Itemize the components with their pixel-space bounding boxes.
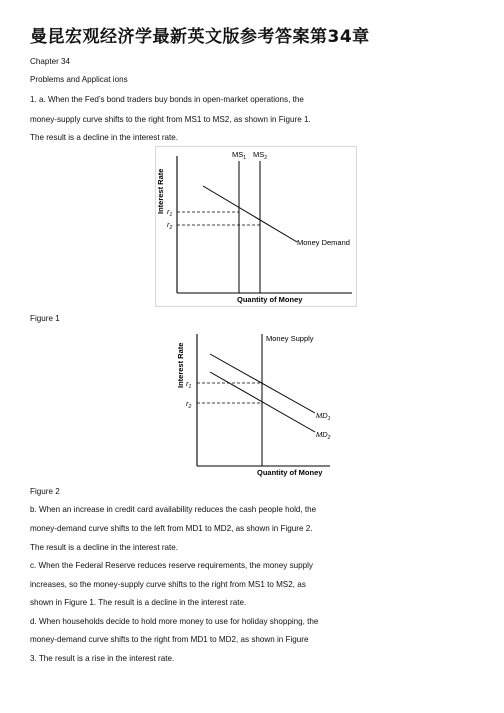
answer-c-line-3: shown in Figure 1. The result is a decline in the interest rate. [30, 598, 247, 607]
md1-label: $MD_1$ [316, 411, 331, 422]
page-title: 曼昆宏观经济学最新英文版参考答案第34章 [30, 27, 370, 47]
answer-a-line-2: money-supply curve shifts to the right from MS1 to MS2, as shown in Figure 1. [30, 115, 311, 124]
answer-c-line-1: c. When the Federal Reserve reduces reserve requirements, the money supply [30, 561, 313, 570]
answer-d-line-2: money-demand curve shifts to the right from MD1 to MD2, as shown in Figure [30, 635, 309, 644]
ms2-label: $MS_2$ [253, 150, 268, 161]
money-supply-label: Money Supply [266, 334, 314, 343]
figure-2 [175, 326, 335, 482]
answer-b-line-3: The result is a decline in the interest rate. [30, 543, 179, 552]
section-heading: Problems and Applicat ions [30, 75, 128, 84]
figure-1-x-label: Quantity of Money [237, 295, 303, 304]
figure-1-y-label: Interest Rate [156, 168, 165, 214]
r2-label: $r_2$ [186, 399, 192, 410]
figure-1-frame [156, 147, 357, 307]
answer-c-line-2: increases, so the money-supply curve shifts to the right from MS1 to MS2, as [30, 580, 306, 589]
money-demand-label: Money Demand [297, 238, 350, 247]
figure-2-graph [175, 326, 335, 478]
figure-1 [155, 146, 357, 311]
figure-2-caption: Figure 2 [30, 487, 60, 496]
figure-1-caption: Figure 1 [30, 314, 60, 323]
chapter-label: Chapter 34 [30, 57, 71, 66]
answer-a-line-1: 1. a. When the Fed’s bond traders buy bonds in open-market operations, the [30, 95, 304, 104]
answer-b-line-2: money-demand curve shifts to the left from MD1 to MD2, as shown in Figure 2. [30, 524, 313, 533]
answer-b-line-1: b. When an increase in credit card availability reduces the cash people hold, the [30, 505, 317, 514]
r1-label: $r_1$ [186, 379, 192, 390]
figure-2-y-label: Interest Rate [176, 342, 185, 388]
figure-1-graph [155, 146, 357, 307]
r1-label: $r_1$ [167, 207, 173, 218]
r2-label: $r_2$ [167, 220, 173, 231]
answer-a-line-3: The result is a decline in the interest rate. [30, 133, 179, 142]
ms1-label: $MS_1$ [232, 150, 247, 161]
md2-label: $MD_2$ [316, 430, 331, 441]
answer-d-line-3: 3. The result is a rise in the interest rate. [30, 654, 175, 663]
figure-2-x-label: Quantity of Money [257, 468, 323, 477]
answer-d-line-1: d. When households decide to hold more money to use for holiday shopping, the [30, 617, 319, 626]
